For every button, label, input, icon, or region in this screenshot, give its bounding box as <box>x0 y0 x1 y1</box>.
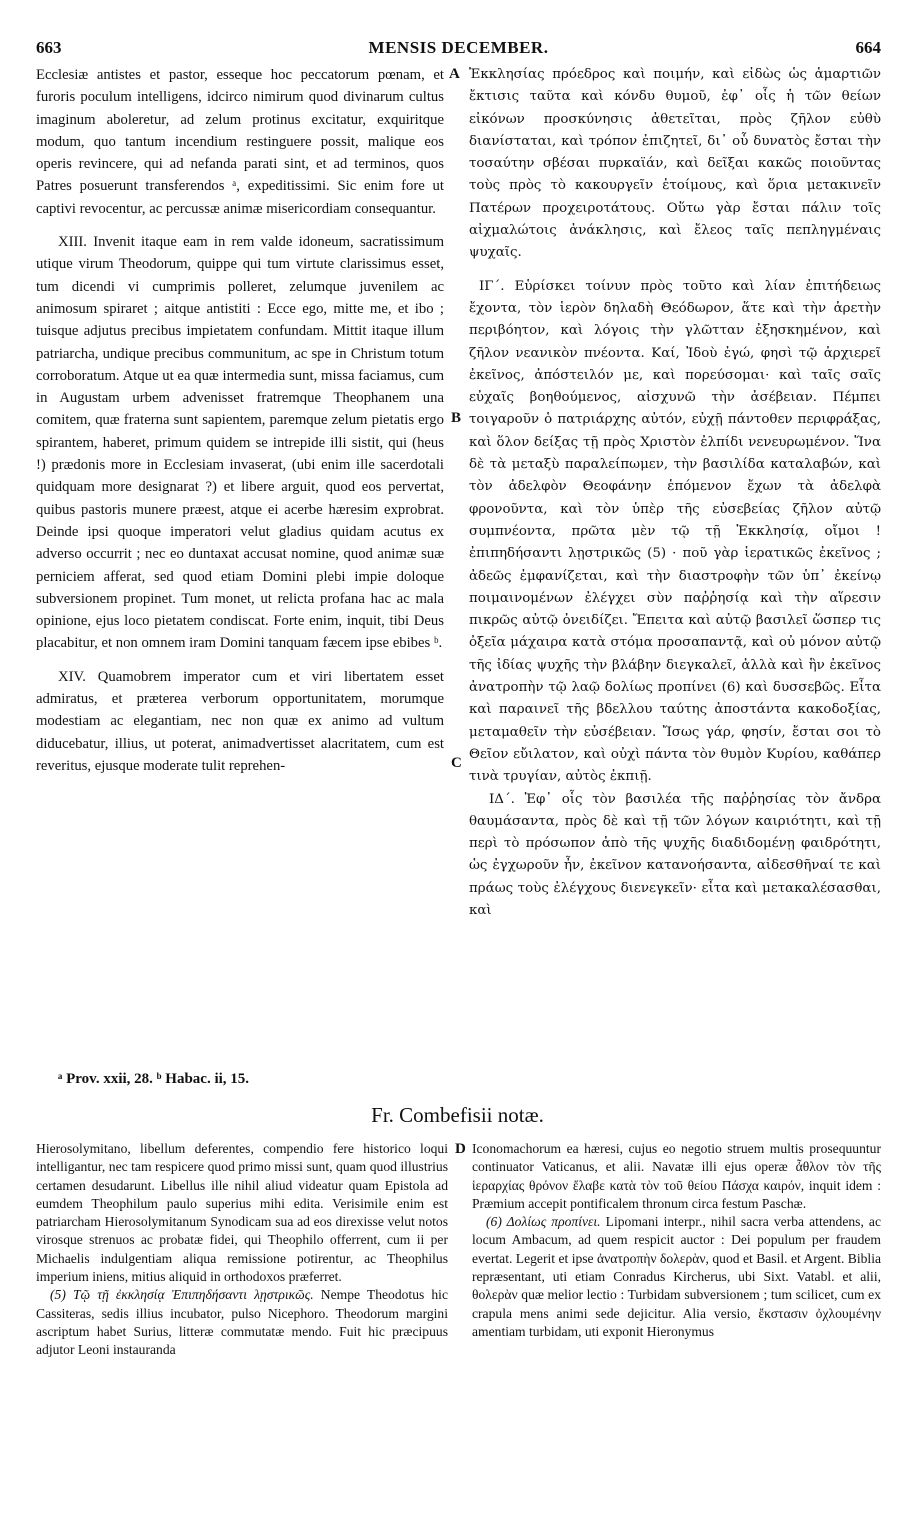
page-header <box>36 38 881 62</box>
notes-left-column <box>36 1140 448 1360</box>
margin-letter-c: C <box>451 755 462 771</box>
note-paragraph-continued: Iconomachorum ea hæresi, cujus eo negotio struem multis prosequuntur continuator Vaticanus, et alii. Navatæ illi ejus operæ ἆθλον τὸν τῆς ἱεραρχίας θρόνον ἔλαβε κατὰ τὸν τοῦ θείου Πάσχα καιρόν, inquit idem : Præmium accepit pontificalem thronum circa festum Paschæ. <box>472 1141 881 1211</box>
note-6-lemma: (6) Δολίως προπίνει. <box>486 1214 601 1230</box>
notes-heading: Fr. Combefisii notæ. <box>371 1103 544 1127</box>
greek-paragraph-13: ΙΓ΄. Εὑρίσκει τοίνυν πρὸς τοῦτο καὶ λίαν ἐπιτήδειως ἔχοντα, τὸν ἱερὸν δηλαδὴ Θεόδωρον, ἅτε καὶ τὴν ἀρετὴν περιβόητον, καὶ λόγοις τὴν γλῶτταν ἐξησκημένον, καὶ ζῆλον νεανικὸν πνέοντα. Καί, Ἰδοὺ ἐγώ, φησὶ τῷ ἀρχιερεῖ ἐκεῖνος, ἀπόστειλόν με, καὶ πορεύσομαι· καὶ ταῖς σαῖς εὐχαῖς βοηθούμενος, αἰσχυνῶ τὴν ἀσέβειαν. Πέμπει τοιγαροῦν ὁ πατριάρχης αὐτόν, εὐχῇ πάντοθεν περιφράξας, καὶ ὅλον δείξας τῇ πρὸς Χριστὸν ἐλπίδι νενευρωμένον. Ἵνα δὲ τὰ μεταξὺ παραλείπωμεν, τὴν βασιλίδα καταλαβών, καὶ τὸν ἀδελφὸν Θεοφάνην ἑπόμενον ἔχων τὰ ἀδελφὰ φρονοῦντα, καὶ τὸν ὑπὲρ τῆς εὐσεβείας ζῆλον αὐτῷ συμπνέοντα, πρῶτα μὲν τῷ τῇ Ἐκκλησίᾳ, οἴμοι ! ἐπιπηδήσαντι λῃστρικῶς (5) · ποῦ γὰρ ἱερατικῶς ἐκεῖνος ; ἀδεῶς ἐμφανίζεται, καὶ τὴν διαστροφὴν τῶν ὑπ᾽ ἐκείνῳ ποιμαινομένων ἐλέγχει σὺν παῤῥησίᾳ καὶ τὴν αἵρεσιν πικρῶς αὐτῷ ὀνειδίζει. Ἔπειτα καὶ αὐτῷ βασιλεῖ ὥσπερ τις ὀξεῖα μάχαιρα κατὰ στόμα προσαπαντᾷ, καὶ οὐ μόνον αὐτῷ τῆς ἰδίας ψυχῆς τὴν βλάβην διεγκαλεῖ, ἀλλὰ καὶ ἣν ἐκεῖνος ἀνατροπὴν τῷ λαῷ δολίως προπίνει (6) καὶ δυσσεβῶς. Εἶτα καὶ παραινεῖ τῆς βδελλου ταύτης ἀποστάντα κακοδοξίας, μεταμαθεῖν τὴν εὐσέβειαν. Ἴσως γάρ, φησίν, ἔσται σοι τὸ Θεῖον εὔιλατον, καὶ οὐχὶ πάντα τὸν θυμὸν Κυρίου, καθάπερ τινὰ τρυγίαν, αὐτὸς ἐκπιῇ. <box>469 278 881 785</box>
note-5-body: Nempe Theodotus hic Cassiteras, sedis illius incubator, pulso Nicephoro. Theodorum margini ascriptum habet Surius, litteræ commutatæ mendo. Fuit hic præcipuus adjutor Leoni instauranda <box>36 1287 448 1358</box>
note-6-body: Lipomani interpr., nihil sacra verba attendens, ac locum Ambacum, ad quem respicit auctor : Dei populum per fraudem evertat. Legerit et ipse ἀνατροπὴν δολερὰν, quod et Basil. et Argent. Biblia repræsentant, uti etiam Conradus Kircherus, ubi Sixt. Vatabl. et alii, θολερὰν quæ melior lectio : Turbidam subversionem ; tum scilicet, cum ex crapula mens animi sede dejicitur. Alia versio, ἔκστασιν ὀχλουμένην amentiam turbidam, uti exponit Hieronymus <box>472 1214 882 1339</box>
page-number-right: 664 <box>855 38 881 57</box>
note-5 <box>36 1286 448 1359</box>
running-title: MENSIS DECEMBER. <box>368 38 549 57</box>
latin-column <box>36 64 444 777</box>
margin-letter-a: A <box>449 66 460 82</box>
greek-column <box>469 64 881 922</box>
margin-letter-d: D <box>455 1141 466 1157</box>
note-5-lemma: (5) Τῷ τῇ ἐκκλησίᾳ Ἐπιπηδήσαντι λῃστρικῶς. <box>50 1287 314 1303</box>
latin-paragraph: Ecclesiæ antistes et pastor, esseque hoc peccatorum pœnam, et furoris poculum intelligens, idcirco nimirum quod divinarum cultus imaginum aboleretur, ad zelum protinus excitatur, exquiritque modum, quo tantum incendium restinguere possit, malique eos operis revincere, qui ad nefanda parati sint, et ad terminos, quos Patres posuerunt transferendos ᵃ, expeditissimi. Sic enim fore ut captivi revocentur, ac percussæ animæ misericordiam consequantur. <box>36 67 444 217</box>
latin-paragraph-xiv: XIV. Quamobrem imperator cum et viri libertatem esset admiratus, et præterea verborum opportunitatem, morumque modestiam ac elegantiam, nec non quæ ex animo ad vultum diducebatur, illius, ut poterat, animadvertisset alacritatem, cum est reveritus, ejusque moderate tulit reprehen- <box>36 668 444 774</box>
greek-paragraph: Ἐκκλησίας πρόεδρος καὶ ποιμήν, καὶ εἰδὼς ὡς ἁμαρτιῶν ἔκτισις ταῦτα καὶ κόνδυ θυμοῦ, ἐφ᾽ οἷς ἡ τῶν θείων εἰκόνων προσκύνησις ἀθετεῖται, πρὸς ζῆλον εὐθὺ διανίσταται, καὶ τρόπον ἐπιζητεῖ, δι᾽ οὗ δυνατὸς ἔσται τὴν τοσαύτην σβέσαι πυρκαϊάν, καὶ δεῖξαι κακῶς ποιοῦντας τοὺς πρὸς τὸ κακουργεῖν ἑτοίμους, καὶ ὅρια μετακινεῖν Πατέρων προχειροτάτους. Οὕτω γὰρ ἔσται πάλιν τοῖς αἰχμαλώτοις ἀνάκλησις, καὶ ἔλεος ταῖς πεπληγμέναις ψυχαῖς. <box>469 67 881 261</box>
note-6 <box>472 1213 881 1341</box>
latin-paragraph-xiii: XIII. Invenit itaque eam in rem valde idoneum, sacratissimum utique virum Theodorum, quippe qui tum virtute clarissimus esset, tum dicendi vi cumprimis polleret, zelumque juvenilem ac animosum spiraret ; aitque antistiti : Ecce ego, mitte me, et ibo ; tuisque adjutus precibus impietatem confundam. Mittit itaque illum patriarcha, undique precibus communitum, ac spe in Christum totum corroboratum. Atque ut ea quæ intermedia sunt, missa faciamus, cum in Augustam urbem advenisset fratremque Theophanem una comitem, quæ fraterna sunt sapientem, paremque zelum pietatis ergo spirantem, haberet, primum quidem se intrepide illi sistit, qui (heus !) prædonis more in Ecclesiam invaserat, (ubi enim ille sacerdotali quidquam more designarat ?) et libere arguit, quod eos pervertat, quibus pastoris munere præest, atque ei acerbe hæresim exprobrat. Deinde ipsi quoque imperatori velut gladius quidam acutus ex adverso occurrit ; nec eo duntaxat accusat nomine, quod animæ suæ perniciem afferat, sed quod etiam Domini plebi impie doloque subversionem propinet. Tum monet, ut relicta profana hac ac mala opinione, ejus loco pietatem condiscat. Forte enim, inquit, tibi Deus placabitur, et non omnem iram Domini tanquam fæcem ipse ebibes ᵇ. <box>36 234 444 652</box>
scripture-footnotes: ᵃ Prov. xxii, 28. ᵇ Habac. ii, 15. <box>58 1071 250 1087</box>
page-number-left: 663 <box>36 38 62 57</box>
margin-letter-b: B <box>451 410 462 426</box>
note-paragraph: Hierosolymitano, libellum deferentes, compendio fere historico loqui intelligantur, nec tam respicere quod primo missi sunt, quam quod illustrius certamen desudarunt. Libellus ille nihil aliud videatur quam Epistola ad eumdem Theophilum paulo superius mihi edita. Verisimile enim est patriarcham Hierosolymitanum Synodicam sua ad eos direxisse velut notos virosque strenuos ac probatæ fidei, qui Theophilo offerrent, cum ii per Michaelis indulgentiam aliqua remissione potirentur, ac Theophilus imperium iniens, mitius aliquid in orthodoxos præferret. <box>36 1141 448 1285</box>
notes-right-column <box>472 1140 881 1341</box>
greek-paragraph-14: ΙΔ΄. Ἐφ᾽ οἷς τὸν βασιλέα τῆς παῤῥησίας τὸν ἄνδρα θαυμάσαντα, πρὸς δὲ καὶ τῇ τῶν λόγων καιριότητι, καὶ τῇ περὶ τὸ πρόσωπον ἀπὸ τῆς ψυχῆς διαδιδομένῃ φαιδρότητι, ὡς ἐγχωροῦν ἦν, ἐκεῖνον κατανοήσαντα, αἰδεσθῆναί τε καὶ πράως τοὺς ἐλέγχους διενεγκεῖν· εἶτα καὶ μετακαλέσασθαι, καὶ <box>469 791 881 918</box>
